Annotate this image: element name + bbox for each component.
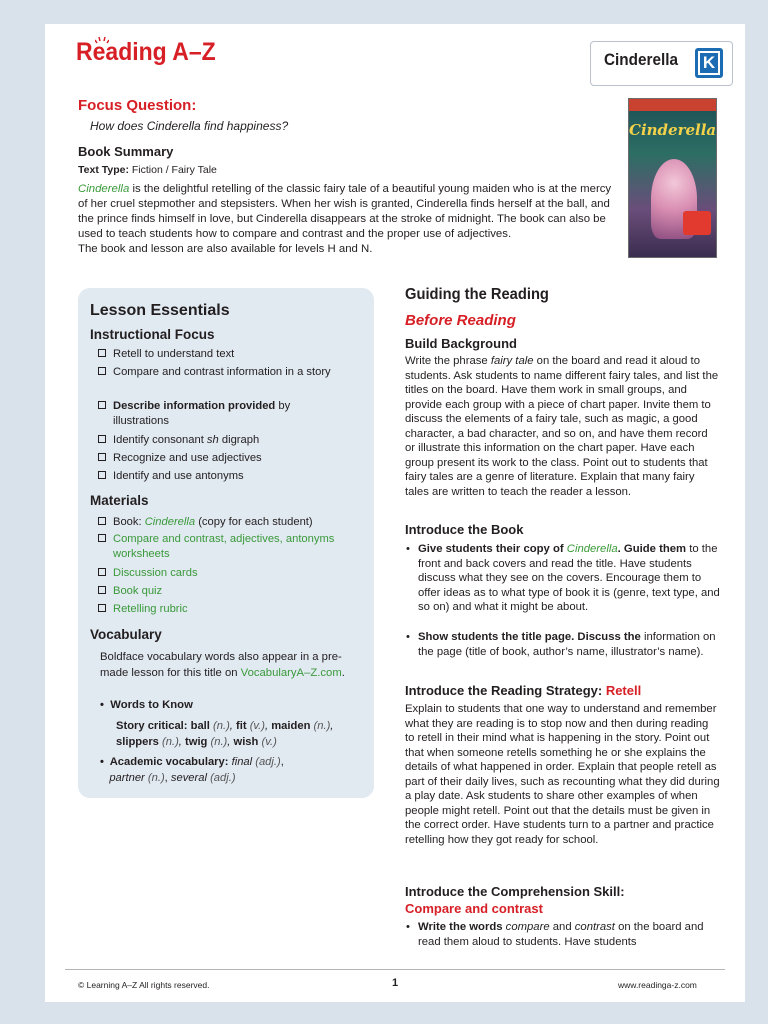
academic-vocabulary: • Academic vocabulary: final (adj.), partner (n.), several (adj.) <box>100 756 284 784</box>
checkbox-icon[interactable] <box>98 453 106 461</box>
focus-item: Identify consonant sh digraph <box>98 433 358 448</box>
checkbox-icon[interactable] <box>98 604 106 612</box>
before-reading-heading: Before Reading <box>405 312 516 329</box>
lesson-essentials-panel <box>78 288 374 798</box>
level-badge <box>695 48 723 78</box>
summary-book-title-link[interactable]: Cinderella <box>78 183 130 195</box>
summary-levels-text: The book and lesson are also available for levels H and N. <box>78 243 373 255</box>
focus-item: Retell to understand text <box>98 347 358 362</box>
copyright-text: © Learning A–Z All rights reserved. <box>78 980 210 990</box>
checkbox-icon[interactable] <box>98 534 106 542</box>
checkbox-icon[interactable] <box>98 349 106 357</box>
checkbox-icon[interactable] <box>98 586 106 594</box>
page-number: 1 <box>392 977 399 989</box>
cover-title: Cinderella <box>629 121 717 139</box>
checkbox-icon[interactable] <box>98 517 106 525</box>
words-to-know-heading: • Words to Know <box>100 699 193 711</box>
materials-item-discussion <box>98 566 358 581</box>
instructional-focus-heading: Instructional Focus <box>90 327 215 342</box>
book-summary-heading: Book Summary <box>78 144 174 159</box>
vocabulary-heading: Vocabulary <box>90 627 162 642</box>
story-critical-words: Story critical: ball (n.), fit (v.), maiden (n.), slippers (n.), twig (n.), wish (v.) <box>116 720 334 748</box>
level-letter: K <box>698 51 720 75</box>
worksheets-link[interactable]: Compare and contrast, adjectives, antonyms worksheets <box>113 533 335 560</box>
introduce-book-heading: Introduce the Book <box>405 522 524 537</box>
materials-heading: Materials <box>90 493 149 508</box>
discussion-cards-link[interactable]: Discussion cards <box>113 567 198 579</box>
compare-contrast-heading: Compare and contrast <box>405 901 543 916</box>
comprehension-skill-heading: Introduce the Comprehension Skill: <box>405 884 625 899</box>
introduce-book-bullet: • Give students their copy of Cinderella. Guide them to the front and back covers and read the title. Have students discuss what they see on the covers. Encourage them to offer ideas as to what type of book it is (genre, text type, and so on) and what it might be about. <box>405 542 720 615</box>
cinderella-link[interactable]: Cinderella <box>566 543 618 555</box>
reading-strategy-text: Explain to students that one way to understand and remember what they are reading is to stop now and then during reading to retell in their mind what is happening in the story. Point out that when someone retells something he or she explains the details of what happened in order. Explain that people retell as part of their daily lives, such as recounting what they did during a play date. Ask students to share other examples of when people might retell. Point out that the details must be given in the correct order. Have students turn to a partner and practice retelling how they got ready for school. <box>405 703 720 846</box>
book-link[interactable]: Cinderella <box>144 516 196 528</box>
materials-item-quiz <box>98 584 358 599</box>
book-cover-image <box>628 98 717 258</box>
book-title: Cinderella <box>604 50 678 69</box>
introduce-book-bullet: • Show students the title page. Discuss the information on the page (title of book, author’s name, illustrator’s name). <box>405 630 720 659</box>
build-background-heading: Build Background <box>405 336 517 351</box>
lesson-essentials-heading: Lesson Essentials <box>90 302 230 319</box>
materials-item-worksheets <box>98 532 358 562</box>
vocabulary-az-link[interactable]: VocabularyA–Z.com <box>240 667 342 679</box>
website-link[interactable]: www.readinga-z.com <box>618 980 697 990</box>
checkbox-icon[interactable] <box>98 401 106 409</box>
footer-divider <box>65 969 725 970</box>
focus-question-label: Focus Question: <box>78 97 197 114</box>
book-title-box <box>590 41 733 86</box>
checkbox-icon[interactable] <box>98 471 106 479</box>
text-type-label: Text Type: <box>78 164 129 176</box>
materials-item-book: Book: Cinderella (copy for each student) <box>98 515 358 530</box>
checkbox-icon[interactable] <box>98 367 106 375</box>
vocabulary-intro: Boldface vocabulary words also appear in a pre-made lesson for this title on VocabularyA–Z.com. <box>100 651 345 679</box>
guiding-reading-heading: Guiding the Reading <box>405 286 549 303</box>
cover-level-badge <box>683 211 711 235</box>
comprehension-bullet: • Write the words compare and contrast on the board and read them aloud to students. Have students <box>405 920 720 949</box>
focus-item: Describe information provided by illustrations <box>98 399 358 429</box>
checkbox-icon[interactable] <box>98 435 106 443</box>
build-background-text: Write the phrase fairy tale on the board and read it aloud to students. Ask students to name different fairy tales, and list the titles on the board. Have them work in small groups, and provide each group with a piece of chart paper. Invite them to discuss the elements of a fairy tale, such as magic, a good character, a bad character, and so on, and have them record or illustrate this information on the chart paper. Have each group present its work to the class. Point out to students that fairy tales are a genre of literature. Explain that many fairy tales are written to teach the reader a lesson. <box>405 355 719 498</box>
focus-question-text: How does Cinderella find happiness? <box>90 119 289 133</box>
focus-item: Compare and contrast information in a story <box>98 365 358 380</box>
focus-item: Identify and use antonyms <box>98 469 358 484</box>
checkbox-icon[interactable] <box>98 568 106 576</box>
book-summary-body <box>78 182 618 257</box>
retelling-rubric-link[interactable]: Retelling rubric <box>113 603 188 615</box>
book-quiz-link[interactable]: Book quiz <box>113 585 163 597</box>
summary-text: is the delightful retelling of the classic fairy tale of a beautiful young maiden who is at the mercy of her cruel stepmother and stepsisters. When her wish is granted, Cinderella finds herself at the ball, and the prince finds himself in love, but Cinderella disappears at the stroke of midnight. The book can also be used to teach students how to compare and contrast and the proper use of adjectives. <box>78 183 612 240</box>
cover-top-band <box>629 99 716 111</box>
materials-item-rubric <box>98 602 358 617</box>
reading-az-logo: Reading A–Z <box>76 38 216 66</box>
text-type-line <box>78 164 217 176</box>
reading-strategy-heading: Introduce the Reading Strategy: Retell <box>405 683 642 698</box>
focus-item: Recognize and use adjectives <box>98 451 358 466</box>
lesson-page <box>45 24 745 1002</box>
text-type-value: Fiction / Fairy Tale <box>128 164 217 176</box>
